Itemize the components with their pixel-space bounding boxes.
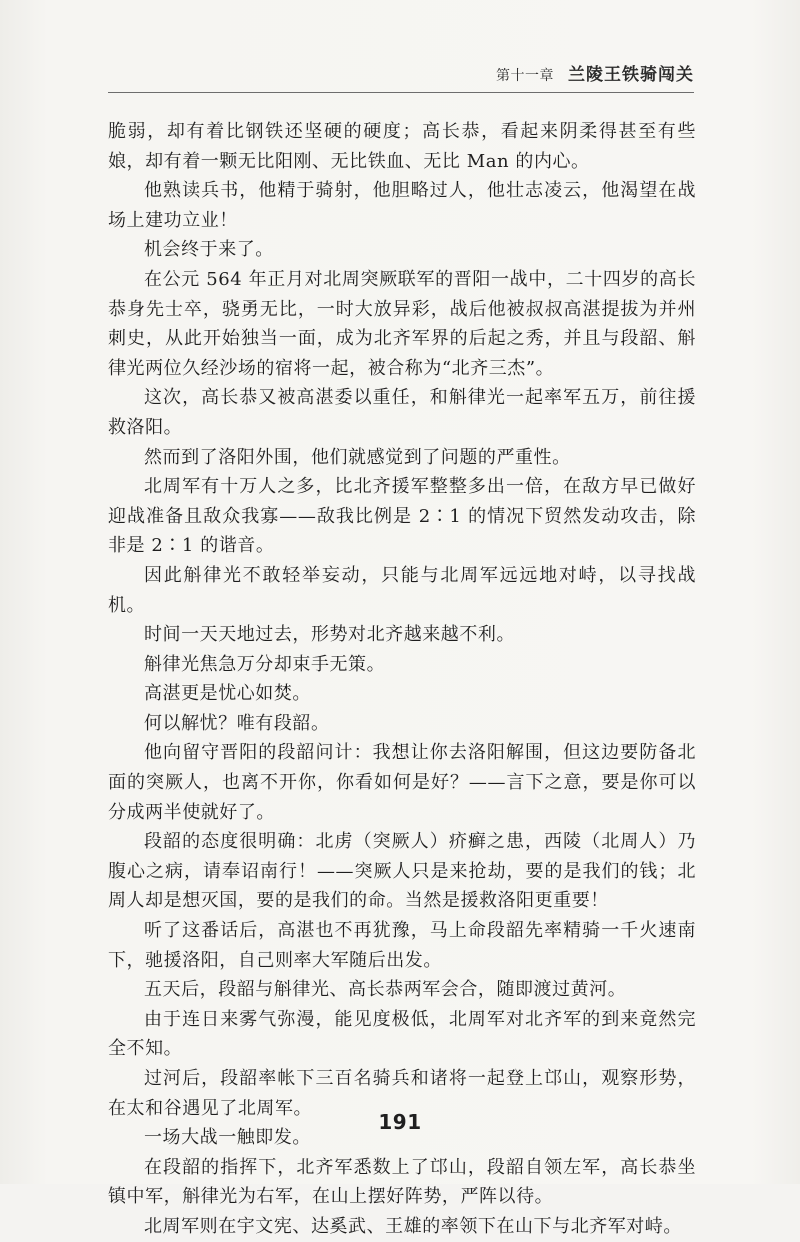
paragraph-9: 时间一天天地过去，形势对北齐越来越不利。 bbox=[144, 624, 515, 646]
body-text bbox=[108, 117, 696, 1242]
paragraph-6: 然而到了洛阳外围，他们就感觉到了问题的严重性。 bbox=[144, 446, 571, 468]
paragraph-10: 斛律光焦急万分却束手无策。 bbox=[144, 653, 386, 675]
paragraph-17: 由于连日来雾气弥漫，能见度极低，北周军对北齐军的到来竟然完全不知。 bbox=[108, 1008, 696, 1060]
page-number: 191 bbox=[378, 1110, 422, 1134]
paragraph-5: 这次，高长恭又被高湛委以重任，和斛律光一起率军五万，前往援救洛阳。 bbox=[108, 387, 696, 438]
paragraph-15: 听了这番话后，高湛也不再犹豫，马上命段韶先率精骑一千火速南下，驰援洛阳，自己则率大军随后出发。 bbox=[108, 920, 696, 971]
running-header bbox=[496, 60, 694, 88]
paragraph-16: 五天后，段韶与斛律光、高长恭两军会合，随即渡过黄河。 bbox=[144, 979, 627, 1001]
paragraph-20: 在段韶的指挥下，北齐军悉数上了邙山，段韶自领左军，高长恭坐镇中军，斛律光为右军，在山上摆好阵势，严阵以待。 bbox=[108, 1156, 696, 1208]
paragraph-3: 机会终于来了。 bbox=[144, 239, 274, 261]
paragraph-4: 在公元 564 年正月对北周突厥联军的晋阳一战中，二十四岁的高长恭身先士卒，骁勇无比，一时大放异彩，战后他被叔叔高湛提拔为并州刺史，从此开始独当一面，成为北齐军界的后起之秀，并且与段韶、斛律光两位久经沙场的宿将一起，被合称为“北齐三杰”。 bbox=[108, 268, 696, 379]
paragraph-7: 北周军有十万人之多，比北齐援军整整多出一倍，在敌方早已做好迎战准备且敌众我寡——敌我比例是 2∶1 的情况下贸然发动攻击，除非是 2∶1 的谐音。 bbox=[108, 476, 696, 557]
paragraph-12: 何以解忧？唯有段韶。 bbox=[144, 712, 330, 734]
chapter-label: 第十一章 bbox=[496, 68, 554, 84]
paragraph-14: 段韶的态度很明确：北虏（突厥人）疥癣之患，西陵（北周人）乃腹心之病，请奉诏南行！——突厥人只是来抢劫，要的是我们的钱；北周人却是想灭国，要的是我们的命。当然是援救洛阳更重要！ bbox=[108, 831, 696, 912]
paragraph-1: 脆弱，却有着比钢铁还坚硬的硬度；高长恭，看起来阴柔得甚至有些娘，却有着一颗无比阳刚、无比铁血、无比 Man 的内心。 bbox=[108, 121, 696, 172]
paragraph-18: 过河后，段韶率帐下三百名骑兵和诸将一起登上邙山，观察形势，在太和谷遇见了北周军。 bbox=[108, 1068, 696, 1119]
chapter-title: 兰陵王铁骑闯关 bbox=[568, 65, 694, 85]
paragraph-11: 高湛更是忧心如焚。 bbox=[144, 683, 311, 705]
paragraph-2: 他熟读兵书，他精于骑射，他胆略过人，他壮志凌云，他渴望在战场上建功立业！ bbox=[108, 180, 696, 231]
header-rule bbox=[108, 92, 694, 93]
paragraph-19: 一场大战一触即发。 bbox=[144, 1127, 311, 1149]
paragraph-8: 因此斛律光不敢轻举妄动，只能与北周军远远地对峙，以寻找战机。 bbox=[108, 564, 696, 616]
paragraph-13: 他向留守晋阳的段韶问计：我想让你去洛阳解围，但这边要防备北面的突厥人，也离不开你，你看如何是好？——言下之意，要是你可以分成两半使就好了。 bbox=[108, 742, 696, 823]
paragraph-21: 北周军则在宇文宪、达奚武、王雄的率领下在山下与北齐军对峙。 bbox=[144, 1215, 682, 1237]
